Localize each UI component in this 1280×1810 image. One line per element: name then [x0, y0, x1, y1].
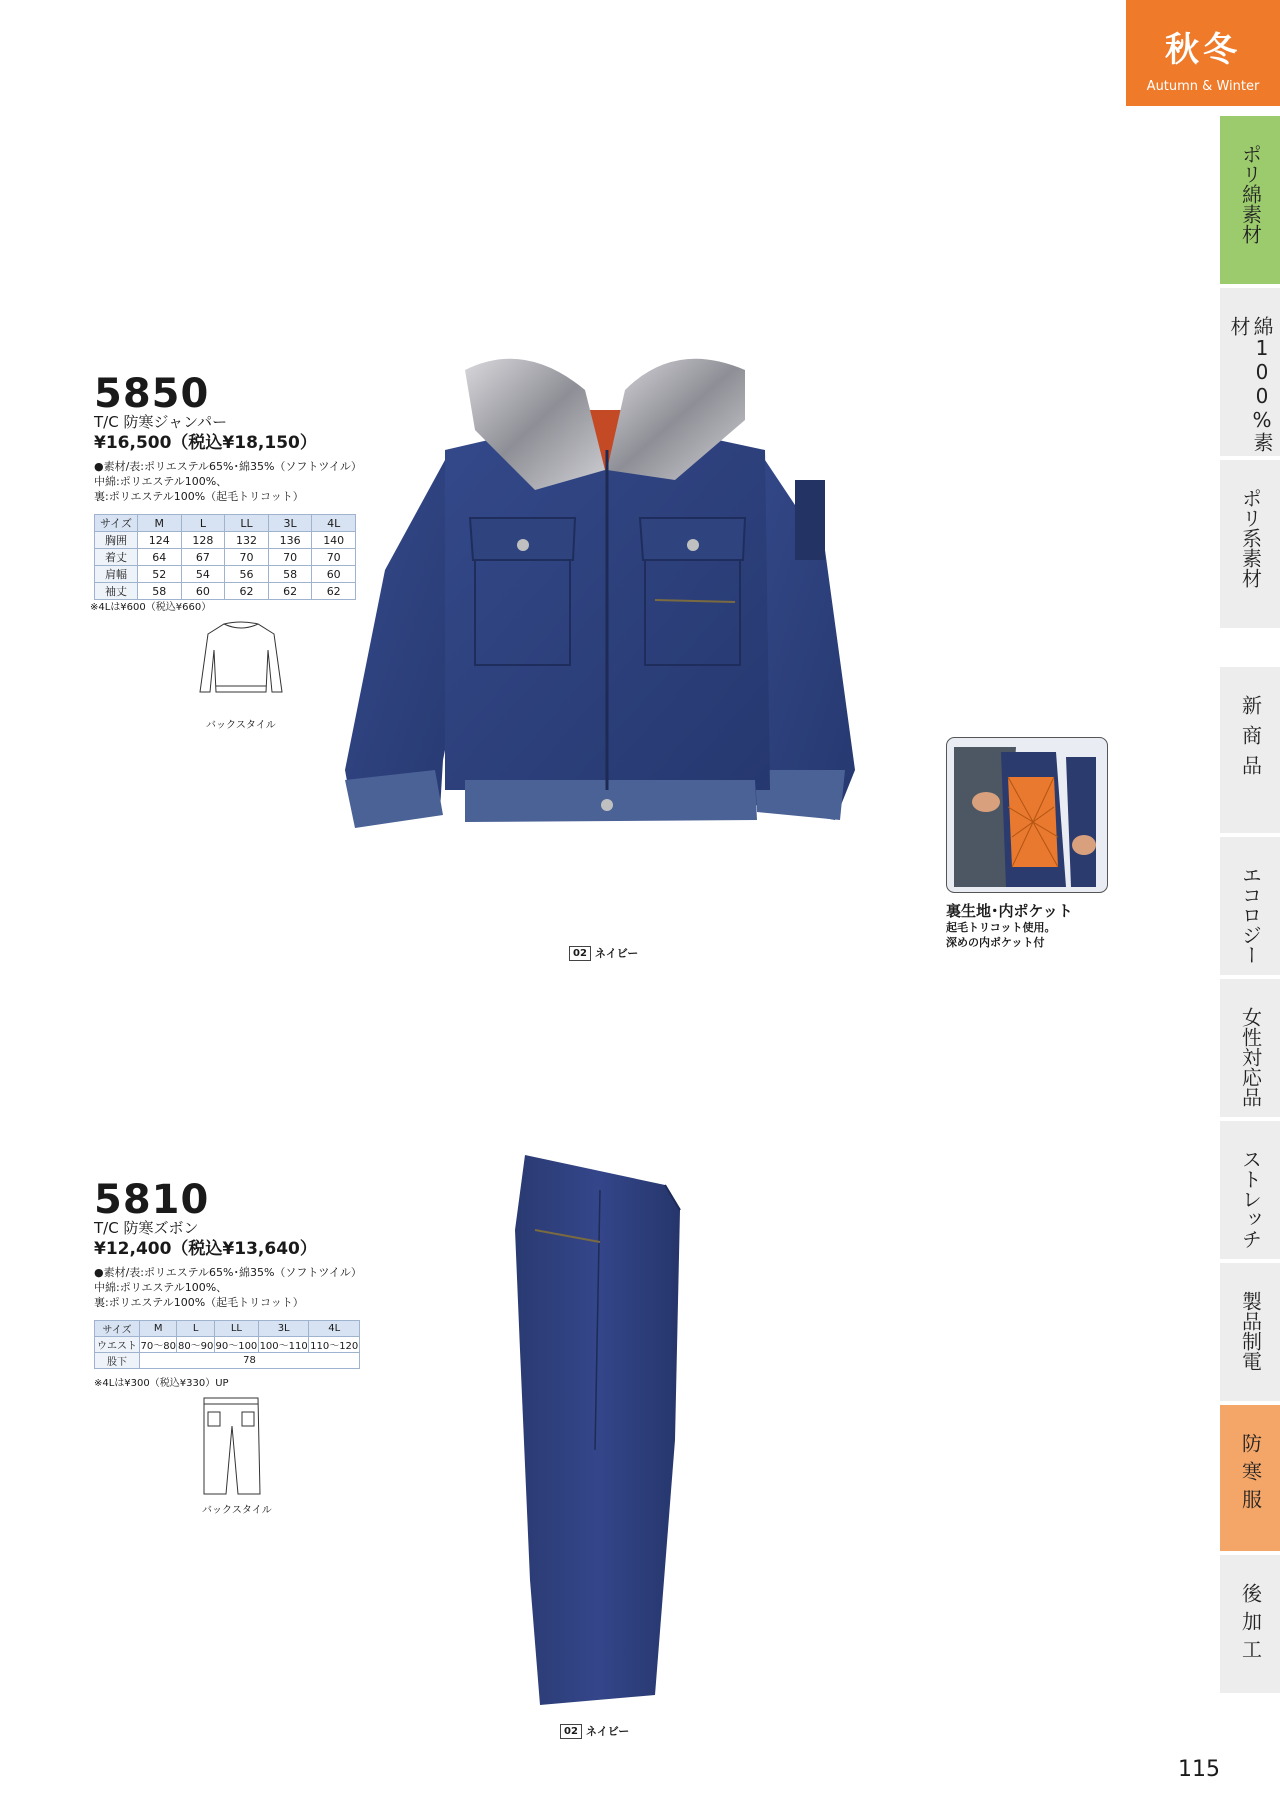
side-tab-ecology[interactable]: エコロジー: [1220, 837, 1280, 975]
product-name: T/C 防寒ジャンパー: [94, 413, 228, 431]
table-row: 胸囲 124 128 132 136 140: [95, 532, 356, 549]
size-table-header: サイズ M L LL 3L 4L: [95, 515, 356, 532]
page-number: 115: [1178, 1757, 1220, 1782]
detail-title: 裏生地･内ポケット: [946, 902, 1073, 920]
back-style-caption: バックスタイル: [202, 1505, 272, 1516]
size-table: [94, 514, 356, 600]
color-tag: 02 ネイビー: [569, 945, 638, 961]
season-tab: [1126, 0, 1280, 106]
jacket-product-image: [325, 350, 895, 930]
side-tab-polyester[interactable]: ポリ系素材: [1220, 460, 1280, 628]
table-row: 袖丈 58 60 62 62 62: [95, 583, 356, 600]
side-tab-new[interactable]: 新商品: [1220, 667, 1280, 833]
jacket-back-sketch: [196, 620, 286, 705]
table-row: ウエスト 70～80 80～90 90～100 100～110 110～120: [95, 1337, 360, 1353]
side-tab-women[interactable]: 女性対応品: [1220, 979, 1280, 1117]
color-tag: 02 ネイビー: [560, 1723, 629, 1739]
lining-detail-photo: [946, 737, 1108, 893]
size-table-header: サイズ M L LL 3L 4L: [95, 1321, 360, 1337]
pants-back-sketch: [196, 1396, 266, 1496]
side-tab-poly-cotton[interactable]: ポリ綿素材: [1220, 116, 1280, 284]
table-row: 着丈 64 67 70 70 70: [95, 549, 356, 566]
product-number: 5810: [94, 1177, 210, 1223]
product-number: 5850: [94, 371, 210, 417]
side-tab-stretch[interactable]: ストレッチ: [1220, 1121, 1280, 1259]
price-note: ※4Lは¥600（税込¥660）: [90, 602, 212, 613]
material-description: ●素材/表:ポリエステル65%･綿35%（ソフトツイル） 中綿:ポリエステル100%、 裏:ポリエステル100%（起毛トリコット）: [94, 460, 362, 503]
product-name: T/C 防寒ズボン: [94, 1219, 199, 1237]
price-note: ※4Lは¥300（税込¥330）UP: [94, 1378, 229, 1389]
product-price: ¥16,500（税込¥18,150）: [94, 433, 317, 453]
pants-product-image: [505, 1150, 700, 1710]
table-row: 股下 78: [95, 1353, 360, 1369]
table-row: 肩幅 52 54 56 58 60: [95, 566, 356, 583]
back-style-caption: バックスタイル: [206, 720, 276, 731]
side-tab-post-processing[interactable]: 後加工: [1220, 1555, 1280, 1693]
side-tab-antistatic[interactable]: 製品制電: [1220, 1263, 1280, 1401]
material-description: ●素材/表:ポリエステル65%･綿35%（ソフトツイル） 中綿:ポリエステル100%、 裏:ポリエステル100%（起毛トリコット）: [94, 1266, 362, 1309]
side-tab-cotton100[interactable]: 綿100%素材: [1220, 288, 1280, 456]
product-price: ¥12,400（税込¥13,640）: [94, 1239, 317, 1259]
season-label-en: Autumn & Winter: [1146, 79, 1260, 94]
season-label-jp: 秋冬: [1165, 30, 1241, 70]
side-tab-winter-wear[interactable]: 防寒服: [1220, 1405, 1280, 1551]
detail-description: 起毛トリコット使用。 深めの内ポケット付: [946, 921, 1056, 949]
size-table: [94, 1320, 360, 1369]
